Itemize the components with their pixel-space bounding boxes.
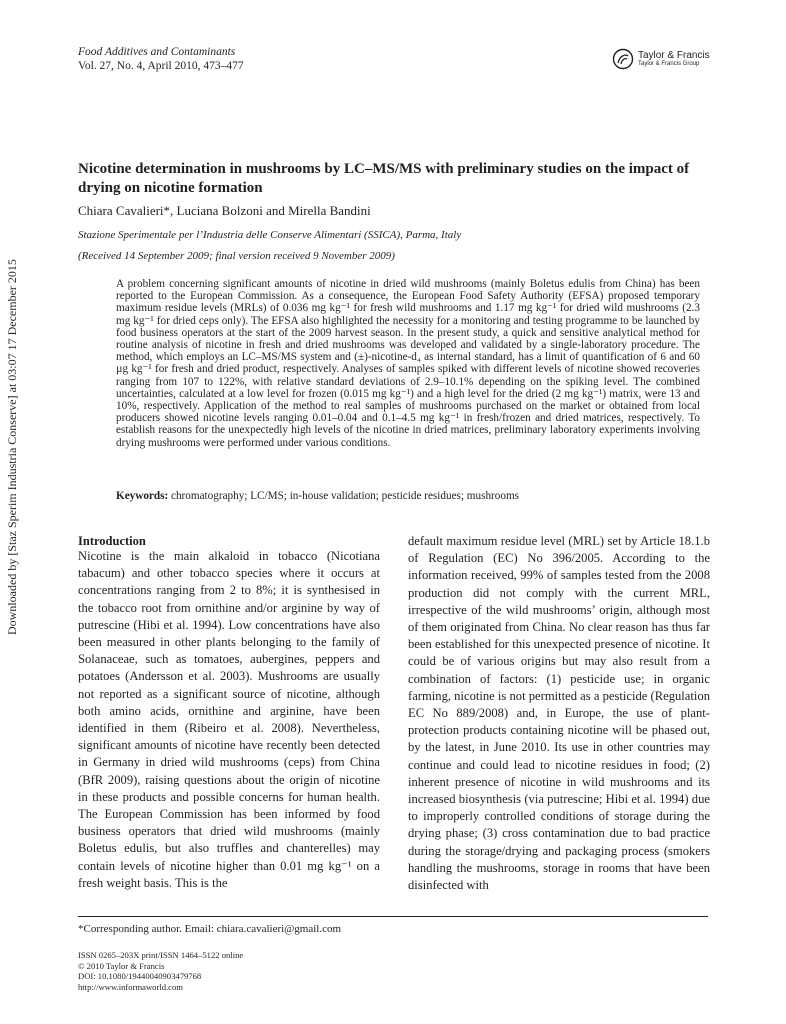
journal-citation [78,45,244,73]
journal-name: Food Additives and Contaminants [78,46,236,58]
publisher-logo-icon [612,48,634,70]
publication-imprint [78,950,243,992]
keywords-list: chromatography; LC/MS; in-house validation; pesticide residues; mushrooms [171,490,520,502]
download-watermark: Downloaded by [Staz Sperim Industria Conserve] at 03:07 17 December 2015 [5,259,19,635]
keywords [116,490,700,503]
doi: DOI: 10.1080/19440040903479768 [78,971,202,981]
footnote-divider [78,916,708,917]
section-heading-introduction: Introduction [78,534,146,548]
article-title: Nicotine determination in mushrooms by LC–MS/MS with preliminary studies on the impact of drying on nicotine formation [78,161,690,196]
keywords-label: Keywords: [116,490,169,502]
corresponding-author-footnote: *Corresponding author. Email: chiara.cavalieri@gmail.com [78,923,342,935]
publisher-name: Taylor & Francis [638,50,710,61]
issn: ISSN 0265–203X print/ISSN 1464–5122 online [78,950,244,960]
received-dates: (Received 14 September 2009; final version received 9 November 2009) [78,250,395,262]
body-text-left-column: Nicotine is the main alkaloid in tobacco (Nicotiana tabacum) and other tobacco species where it occurs at concentrations ranging from 2 to 8%; it is synthesised in the tobacco root from ornithine and/or arginine by way of putrescine (Hibi et al. 1994). Low concentrations have also been measured in other plants belonging to the family of Solanaceae, such as tomatoes, aubergines, peppers and potatoes (Andersson et al. 2003). Mushrooms are usually not reported as a significant source of nicotine, although both amino acids, ornithine and arginine, have been identified in them (Ribeiro et al. 2008). Nevertheless, significant amounts of nicotine have recently been detected in Germany in dried wild mushrooms (ceps) from China (BfR 2009), raising questions about the origin of nicotine in these products and possible concerns for human health. The European Commission has been informed by food business operators that dried wild mushrooms (mainly Boletus edulis, but also truffles and chanterelles) may contain levels of nicotine higher than 0.01 mg kg⁻¹ on a fresh weight basis. This is the [78,549,380,890]
volume-info: Vol. 27, No. 4, April 2010, 473–477 [78,60,244,72]
copyright: © 2010 Taylor & Francis [78,960,165,971]
author-affiliation: Stazione Sperimentale per l’Industria delle Conserve Alimentari (SSICA), Parma, Italy [78,229,462,241]
body-text-right-column: default maximum residue level (MRL) set by Article 18.1.b of Regulation (EC) No 396/2005. According to the information received, 99% of samples tested from the 2008 production did not comply with the current MRL, irrespective of the wild mushrooms’ origin, although most of them originated from China. No clear reason has thus far been established for this unexpected presence of nicotine. It could be of various origins but may also result from a combination of factors: (1) pesticide use; in organic farming, nicotine is not permitted as a pesticide (Regulation EC No 889/2008) and, in Europe, the use of plant-protection products containing nicotine will be phased out, by the latest, in June 2010. Its use in other countries may continue and could lead to nicotine residues in food; (2) inherent presence of nicotine in wild mushrooms and its increased biosynthesis (via putrescine; Hibi et al. 1994) due to improperly controlled conditions of storage during the drying phase; (3) cross contamination due to bad practice during the storage/drying and packaging process (smokers handling the mushrooms, storage in rooms that have been disinfected with [408,534,710,893]
publisher-url: http://www.informaworld.com [78,981,183,992]
publisher-group: Taylor & Francis Group [638,61,700,67]
publisher-logo [612,46,722,76]
abstract: A problem concerning significant amounts of nicotine in dried wild mushrooms (mainly Boletus edulis from China) has been reported to the European Commission. As a consequence, the European Food Safety Authority (EFSA) proposed temporary maximum residue levels (MRLs) of 0.036 mg kg⁻¹ for fresh wild mushrooms and 1.17 mg kg⁻¹ for dried wild mushrooms (2.3 mg kg⁻¹ for dried ceps only). The EFSA also highlighted the necessity for a monitoring and testing programme to be launched by food business operators at the start of the 2009 harvest season. In the present study, a quick and sensitive analytical method for routine analysis of nicotine in fresh and dried mushrooms was developed and validated by a single-laboratory procedure. The method, which employs an LC–MS/MS system and (±)-nicotine-d₄ as internal standard, has a limit of quantification of 6 and 60 µg kg⁻¹ for fresh and dried product, respectively. Analyses of samples spiked with different levels of nicotine showed recoveries ranging from 107 to 122%, with relative standard deviations of 2.9–10.1% depending on the spiking level. The combined uncertainties, calculated at a low level for frozen (0.015 mg kg⁻¹) and a high level for the dried (2 mg kg⁻¹) matrix, were 13 and 10%, respectively. Application of the method to real samples of mushrooms purchased on the market or obtained from local producers showed nicotine levels ranging 0.01–0.04 and 0.1–4.5 mg kg⁻¹ in fresh/frozen and dried matrices, respectively. To establish reasons for the unexpectedly high levels of the nicotine in dried matrices, preliminary laboratory experiments involving drying mushrooms were performed under various conditions. [116,278,700,449]
article-authors: Chiara Cavalieri*, Luciana Bolzoni and Mirella Bandini [78,203,371,218]
